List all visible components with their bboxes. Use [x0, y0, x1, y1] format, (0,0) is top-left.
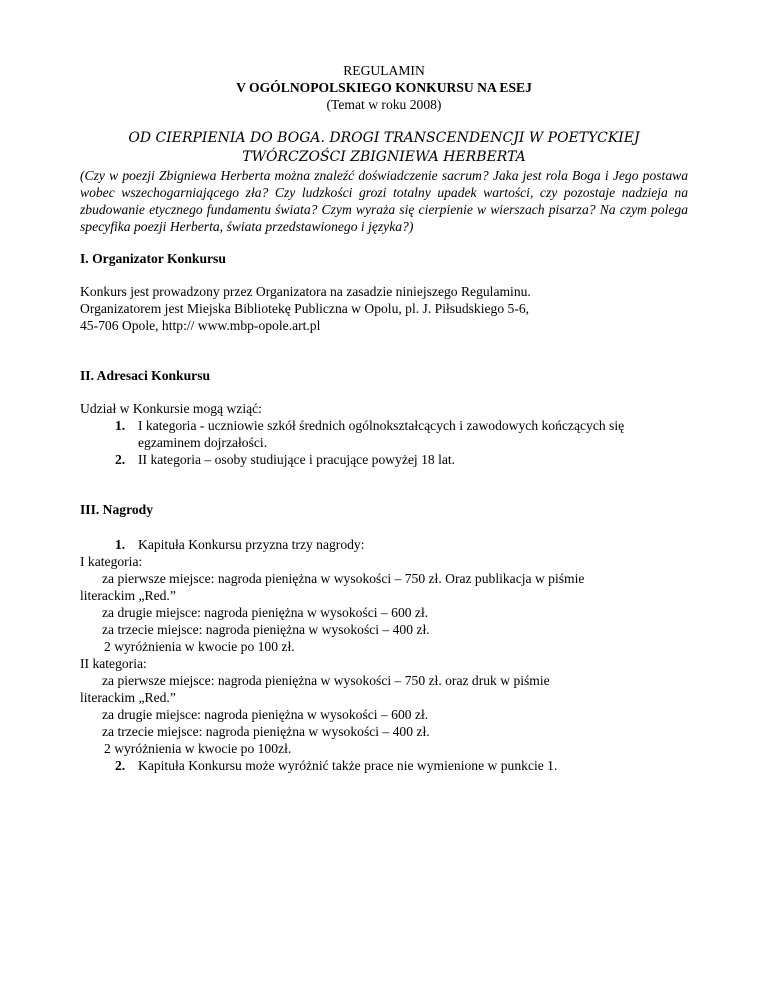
theme-line-2: TWÓRCZOŚCI ZBIGNIEWA HERBERTA [242, 149, 526, 165]
list-item-text: II kategoria – osoby studiujące i pracujące powyżej 18 lat. [138, 452, 456, 467]
category-2-label: II kategoria: [80, 656, 147, 671]
cat1-first-prize-cont: literackim „Red.” [80, 588, 176, 603]
list-item [80, 451, 688, 468]
section-organizer [80, 250, 688, 334]
doc-title-regulamin: REGULAMIN [343, 63, 425, 78]
cat2-third-prize: za trzecie miejsce: nagroda pieniężna w wysokości – 400 zł. [102, 724, 430, 739]
section-heading-organizer: I. Organizator Konkursu [80, 251, 226, 266]
list-item-number: 2. [115, 758, 126, 773]
cat2-first-prize-cont: literackim „Red.” [80, 690, 176, 705]
prizes-list-top [80, 536, 688, 553]
doc-theme [80, 129, 688, 167]
list-item-number: 1. [115, 418, 126, 433]
cat1-third-prize: za trzecie miejsce: nagroda pieniężna w wysokości – 400 zł. [102, 622, 430, 637]
list-item-number: 2. [115, 452, 126, 467]
list-item [80, 757, 688, 774]
category-1-label: I kategoria: [80, 554, 143, 569]
list-item-text: Kapituła Konkursu może wyróżnić także prace nie wymienione w punkcie 1. [138, 758, 558, 773]
cat2-first-prize: za pierwsze miejsce: nagroda pieniężna w wysokości – 750 zł. oraz druk w piśmie [102, 673, 550, 688]
cat1-second-prize: za drugie miejsce: nagroda pieniężna w wysokości – 600 zł. [102, 605, 429, 620]
theme-line-1: OD CIERPIENIA DO BOGA. DROGI TRANSCENDENCJI W POETYCKIEJ [128, 130, 640, 146]
organizer-line-2: Organizatorem jest Miejska Bibliotekę Publiczna w Opolu, pl. J. Piłsudskiego 5-6, [80, 301, 530, 316]
list-item-text: Kapituła Konkursu przyzna trzy nagrody: [138, 537, 365, 552]
cat2-mentions: 2 wyróżnienia w kwocie po 100zł. [104, 741, 292, 756]
addressees-intro: Udział w Konkursie mogą wziąć: [80, 401, 262, 416]
cat1-mentions: 2 wyróżnienia w kwocie po 100 zł. [104, 639, 295, 654]
cat1-first-prize: za pierwsze miejsce: nagroda pieniężna w wysokości – 750 zł. Oraz publikacja w piśmie [102, 571, 585, 586]
document-header [80, 62, 688, 167]
list-item-text: I kategoria - uczniowie szkół średnich ogólnokształcących i zawodowych kończących się egzaminem dojrzałości. [138, 418, 625, 450]
section-addressees [80, 367, 688, 468]
organizer-line-1: Konkurs jest prowadzony przez Organizatora na zasadzie niniejszego Regulaminu. [80, 284, 531, 299]
cat2-second-prize: za drugie miejsce: nagroda pieniężna w wysokości – 600 zł. [102, 707, 429, 722]
list-item [80, 417, 688, 451]
prizes-list-bottom [80, 757, 688, 774]
organizer-line-3: 45-706 Opole, http:// www.mbp-opole.art.pl [80, 318, 321, 333]
section-heading-prizes: III. Nagrody [80, 502, 154, 517]
section-prizes [80, 501, 688, 774]
doc-year: (Temat w roku 2008) [326, 97, 442, 112]
questions-paragraph: (Czy w poezji Zbigniewa Herberta można znaleźć doświadczenie sacrum? Jaka jest rola Boga i Jego postawa wobec wszechogarniającego zła? Czy ludzkości grozi totalny upadek wartości, czy pozostaje nadzieja na zbudowanie etycznego fundamentu świata? Czym wyraża się cierpienie w wierszach pisarza? Na czym polega specyfika poezji Herberta, świata przedstawionego i języka?) [80, 168, 688, 234]
doc-title-konkurs: V OGÓLNOPOLSKIEGO KONKURSU NA ESEJ [236, 80, 532, 95]
addressees-list [80, 417, 688, 468]
document-page [80, 62, 688, 774]
list-item [80, 536, 688, 553]
list-item-number: 1. [115, 537, 126, 552]
section-heading-addressees: II. Adresaci Konkursu [80, 368, 211, 383]
